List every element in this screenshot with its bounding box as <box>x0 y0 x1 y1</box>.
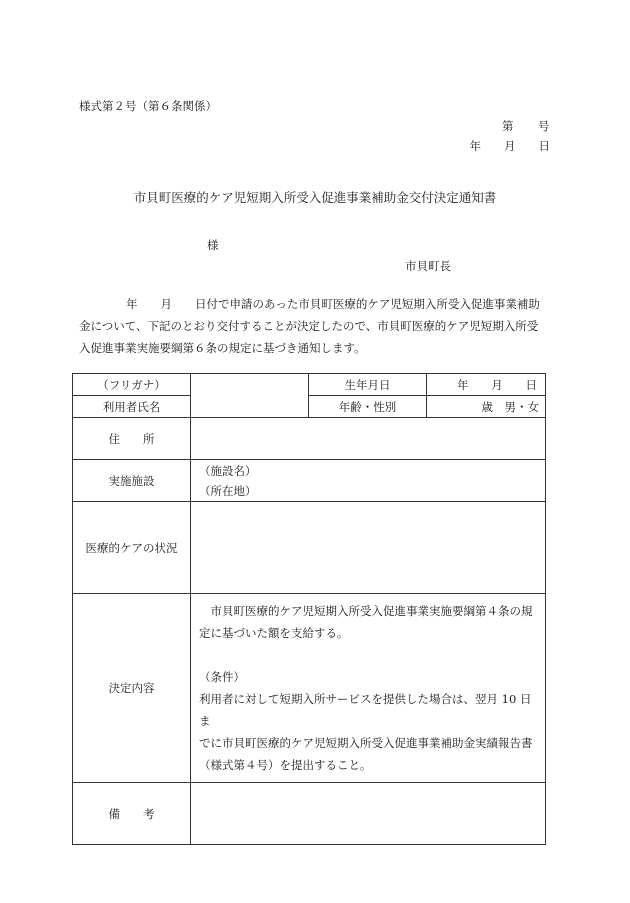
address-field[interactable] <box>191 418 546 460</box>
body-paragraph <box>79 293 552 359</box>
condition-heading: （条件） <box>199 670 245 684</box>
address-label: 住 所 <box>73 418 191 460</box>
user-name-label: 利用者氏名 <box>73 396 191 418</box>
user-name-field[interactable] <box>191 374 309 418</box>
dob-year-unit: 年 <box>457 377 469 392</box>
condition-line: （様式第４号）を提出すること。 <box>199 758 372 772</box>
facility-label: 実施施設 <box>73 460 191 502</box>
decision-line: 市貝町医療的ケア児短期入所受入促進事業実施要綱第４条の規 <box>210 604 533 618</box>
body-line: 年 月 日付で申請のあった市貝町医療的ケア児短期入所受入促進事業補助 <box>126 297 540 311</box>
document-title: 市貝町医療的ケア児短期入所受入促進事業補助金交付決定通知書 <box>133 190 497 205</box>
dob-month-unit: 月 <box>491 377 503 392</box>
facility-name-label: （施設名） <box>199 463 257 478</box>
furigana-label: （フリガナ） <box>73 374 191 396</box>
issuer-name: 市貝町長 <box>405 259 451 273</box>
dob-label: 生年月日 <box>309 374 427 396</box>
decision-content <box>191 594 546 783</box>
facility-location-label: （所在地） <box>199 483 257 498</box>
condition-line: でに市貝町医療的ケア児短期入所受入促進事業補助金実績報告書 <box>199 736 533 750</box>
age-sex-label: 年齢・性別 <box>309 396 427 418</box>
decision-line: 定に基づいた額を支給する。 <box>199 626 349 640</box>
facility-field[interactable] <box>191 460 546 502</box>
notice-table <box>72 373 546 845</box>
document-number: 第 号 <box>502 119 550 133</box>
remarks-field[interactable] <box>191 783 546 845</box>
remarks-label: 備 考 <box>73 783 191 845</box>
form-reference: 様式第２号（第６条関係） <box>79 99 217 113</box>
age-sex-field[interactable] <box>427 396 546 418</box>
body-line: 入促進事業実施要綱第６条の規定に基づき通知します。 <box>79 341 366 355</box>
dob-day-unit: 日 <box>525 377 537 392</box>
dob-field[interactable] <box>427 374 546 396</box>
age-unit: 歳 <box>481 399 493 414</box>
sex-options: 男・女 <box>504 399 539 414</box>
medical-care-label: 医療的ケアの状況 <box>73 502 191 594</box>
decision-label: 決定内容 <box>73 594 191 783</box>
body-line: 金について、下記のとおり交付することが決定したので、市貝町医療的ケア児短期入所受 <box>79 319 539 333</box>
condition-line: 利用者に対して短期入所サービスを提供した場合は、翌月 10 日ま <box>199 692 532 728</box>
document-date: 年 月 日 <box>469 139 550 153</box>
recipient-honorific: 様 <box>207 238 219 252</box>
medical-care-field[interactable] <box>191 502 546 594</box>
